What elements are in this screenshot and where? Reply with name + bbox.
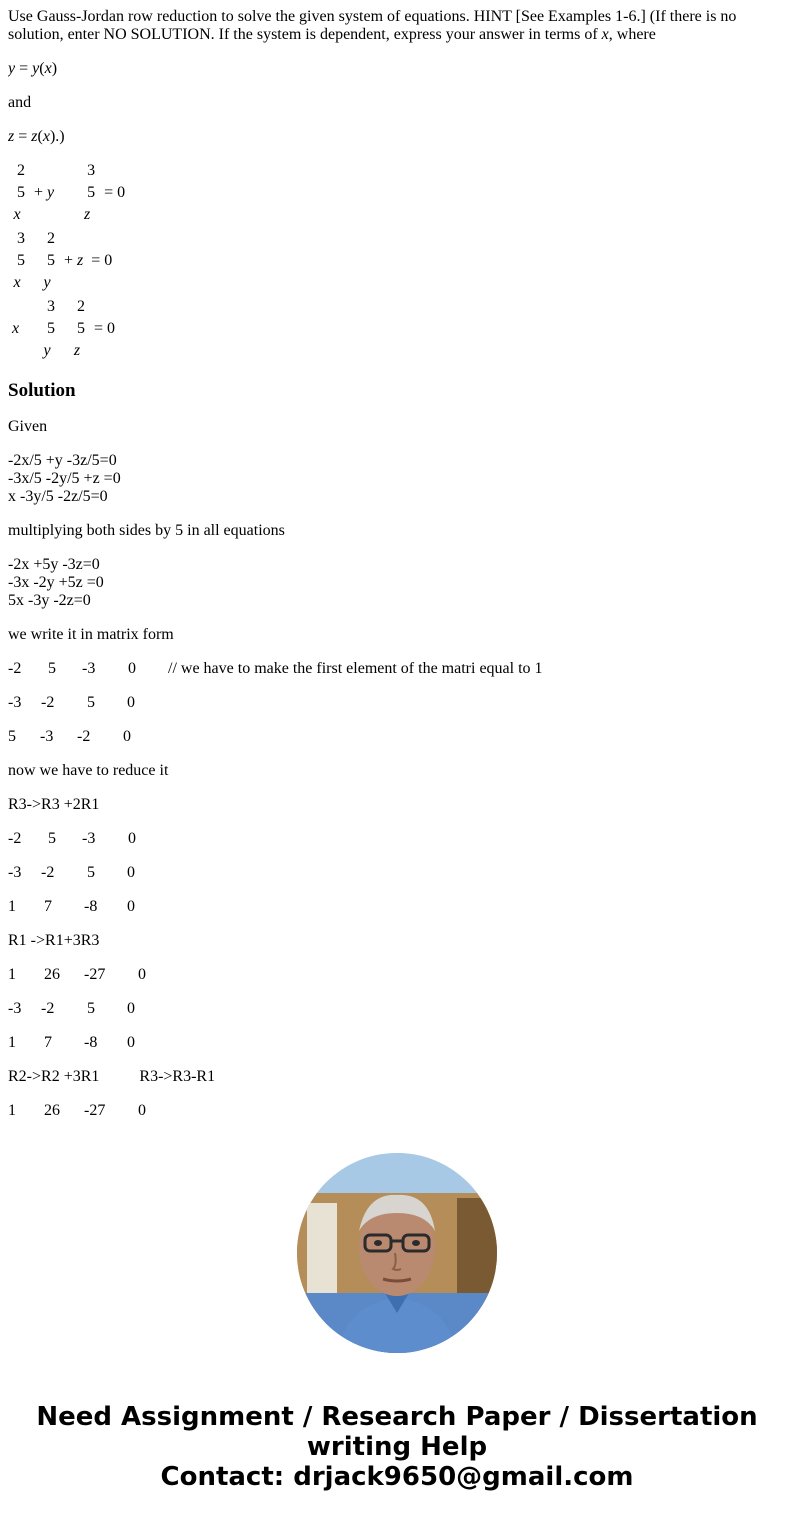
matrix2-row: -3 -2 5 0 [8,1000,135,1017]
eq2-term-x: 3 5 x [13,230,25,291]
condition-y: y = y(x) [8,60,58,77]
eq1-rhs: = 0 [104,184,126,201]
person-photo-icon [297,1153,497,1353]
multiply-text: multiplying both sides by 5 in all equations [8,522,285,539]
eq3-term-z: 2 5 z [73,298,85,359]
eq1-term-z: 3 5 z [84,162,96,223]
matrix1-row: 1 7 -8 0 [8,898,135,915]
question-intro: Use Gauss-Jordan row reduction to solve the given system of equations. HINT [See Examples 1-6.] (If there is no solution, enter NO SOLUTION. If the system is dependent, express your answer in terms of x, where [8,8,737,43]
matrix1-row: -2 5 -3 0 [8,830,136,847]
matrix0-row: -3 -2 5 0 [8,694,135,711]
eq3-rhs: = 0 [94,320,116,337]
matrix3-row: 1 26 -27 0 [8,1102,146,1119]
given-line: -3x/5 -2y/5 +z =0 [8,470,121,487]
promo-line-1: Need Assignment / Research Paper / Dissertation [36,1402,758,1432]
step-2: R1 ->R1+3R3 [8,932,100,949]
given-line: x -3y/5 -2z/5=0 [8,488,108,505]
and-text: and [8,94,32,111]
matrix1-row: -3 -2 5 0 [8,864,135,881]
eq3-term-y: 3 5 y [43,298,55,359]
given-text: Given [8,418,48,435]
equation-2: 3 5 x 2 5 y + z = 0 [8,228,778,294]
given-equations [8,452,778,506]
matrix0-row: 5 -3 -2 0 [8,728,131,745]
step-1: R3->R3 +2R1 [8,796,100,813]
promo-line-2: writing Help [306,1432,488,1462]
eq1-term-x: 2 5 x [13,162,25,223]
equation-3 [8,296,778,362]
eq2-rhs: = 0 [91,252,113,269]
matrix0-row: -2 5 -3 0 // we have to make the first element of the matri equal to 1 [8,660,543,677]
solution-heading: Solution [8,380,76,401]
matrix2-row: 1 7 -8 0 [8,1034,135,1051]
given-line: -2x/5 +y -3z/5=0 [8,452,117,469]
step-3: R2->R2 +3R1 R3->R3-R1 [8,1068,216,1085]
matrix-comment: // we have to make the first element of the matri equal to 1 [168,660,543,677]
author-avatar [297,1153,497,1353]
promo-footer [0,1402,794,1492]
mult-line: -2x +5y -3z=0 [8,556,100,573]
condition-z: z = z(x).) [8,128,65,145]
matrix-text: we write it in matrix form [8,626,174,643]
equation-1: 2 5 x + y 3 5 z = 0 [8,160,778,226]
eq3-term-x: x [12,320,20,337]
reduce-text: now we have to reduce it [8,762,169,779]
eq2-term-y: 2 5 y [43,230,55,291]
matrix2-row: 1 26 -27 0 [8,966,146,983]
multiplied-equations [8,556,778,610]
promo-contact: Contact: drjack9650@gmail.com [160,1462,634,1492]
mult-line: -3x -2y +5z =0 [8,574,104,591]
document-content [8,8,778,1122]
mult-line: 5x -3y -2z=0 [8,592,91,609]
